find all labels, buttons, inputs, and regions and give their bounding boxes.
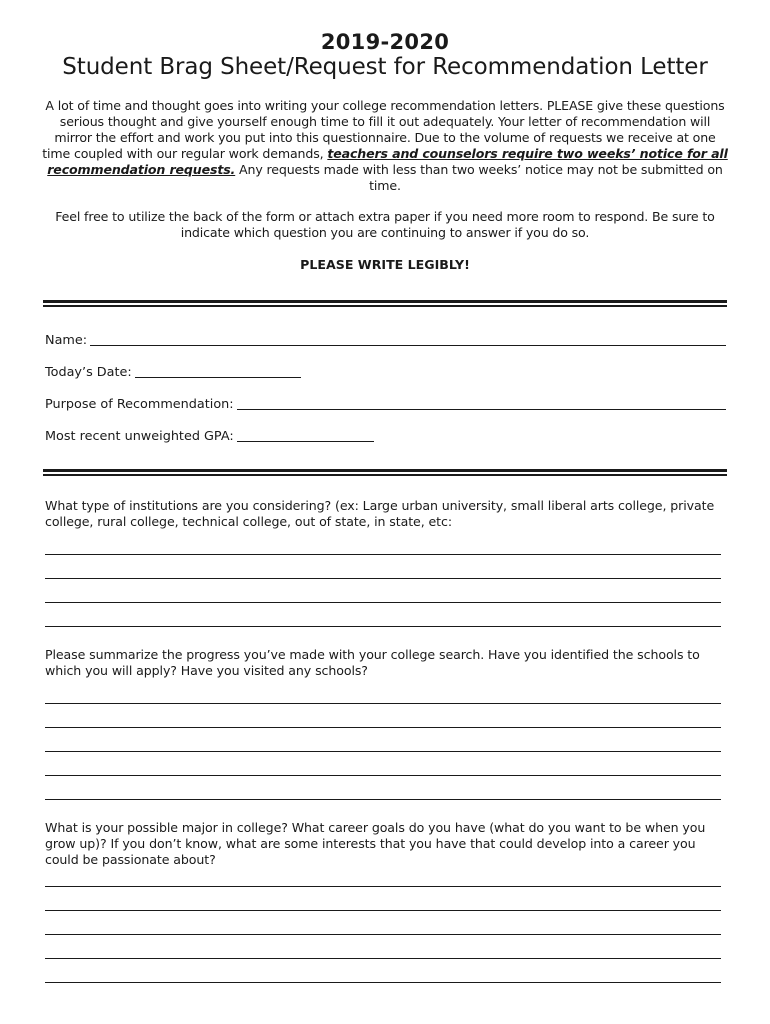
question-college-search: Please summarize the progress you’ve made with your college search. Have you identified the schools to which you will apply? Have you visited any schools?	[45, 647, 700, 678]
answer-line[interactable]	[45, 554, 721, 555]
name-field[interactable]	[45, 328, 726, 348]
intro-text-end: Any requests made with less than two weeks’ notice may not be submitted on time.	[235, 162, 723, 194]
date-field[interactable]	[45, 360, 726, 380]
form-year: 2019-2020	[320, 30, 450, 54]
date-line[interactable]	[135, 377, 301, 378]
answer-line[interactable]	[45, 910, 721, 911]
purpose-field[interactable]	[45, 392, 726, 412]
answer-line[interactable]	[45, 982, 721, 983]
answer-line[interactable]	[45, 934, 721, 935]
write-legibly-notice: PLEASE WRITE LEGIBLY!	[300, 257, 470, 272]
intro-notice-emphasis: teachers and counselors require two weeks’ notice for all recommendation requests.	[47, 146, 728, 178]
form-title: Student Brag Sheet/Request for Recommendation Letter	[62, 54, 708, 80]
answer-line[interactable]	[45, 703, 721, 704]
question-institutions: What type of institutions are you considering? (ex: Large urban university, small liberal arts college, private college, rural college, technical college, out of state, in state, etc:	[45, 498, 715, 529]
name-label: Name:	[45, 333, 88, 348]
gpa-label: Most recent unweighted GPA:	[45, 429, 234, 444]
extra-paper-note: Feel free to utilize the back of the form or attach extra paper if you need more room to respond. Be sure to indicate which question you are continuing to answer if you do so.	[55, 209, 715, 241]
answer-line[interactable]	[45, 775, 721, 776]
name-line[interactable]	[90, 345, 726, 346]
answer-line[interactable]	[45, 751, 721, 752]
section-divider-bottom	[43, 469, 727, 476]
gpa-line[interactable]	[237, 441, 374, 442]
intro-paragraph	[40, 98, 730, 195]
answer-line[interactable]	[45, 578, 721, 579]
purpose-line[interactable]	[237, 409, 726, 410]
answer-line[interactable]	[45, 799, 721, 800]
intro-text-start: A lot of time and thought goes into writing your college recommendation letters. PLEASE give these questions serious thought and give yourself enough time to fill it out adequately. Your letter of recommendation will mirror the effort and work you put into this questionnaire. Due to the volume of requests we receive at one time coupled with our regular work demands,	[42, 98, 725, 162]
answer-line[interactable]	[45, 626, 721, 627]
gpa-field[interactable]	[45, 424, 726, 444]
answer-line[interactable]	[45, 727, 721, 728]
purpose-label: Purpose of Recommendation:	[45, 397, 234, 412]
question-major-career: What is your possible major in college? What career goals do you have (what do you want to be when you grow up)? If you don’t know, what are some interests that you have that could develop into a career you could be passionate about?	[45, 820, 706, 867]
section-divider-top	[43, 300, 727, 307]
answer-line[interactable]	[45, 958, 721, 959]
answer-line[interactable]	[45, 602, 721, 603]
date-label: Today’s Date:	[45, 365, 132, 380]
answer-line[interactable]	[45, 886, 721, 887]
